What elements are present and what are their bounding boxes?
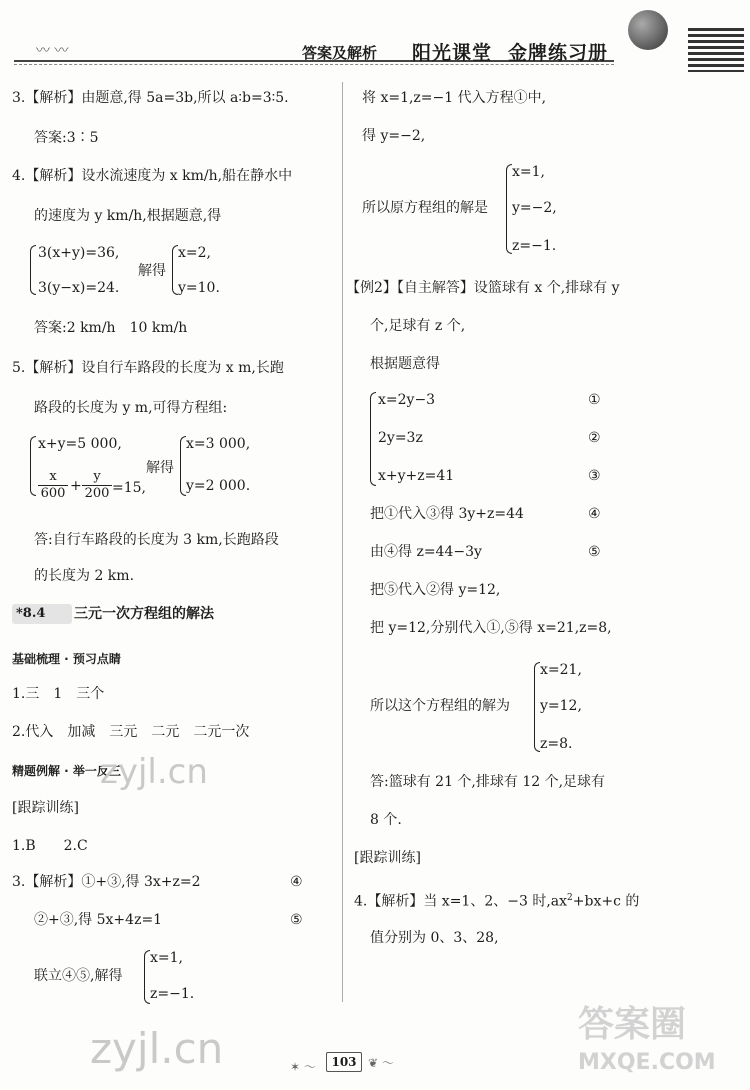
final-sol-x: x=21, bbox=[540, 662, 582, 678]
q5-answer-line2: 的长度为 2 km. bbox=[34, 568, 135, 584]
q5-line1: 5.【解析】设自行车路段的长度为 x m,长跑 bbox=[12, 360, 284, 376]
q5-frac1-num: x bbox=[49, 469, 57, 484]
watermark-bottom: zyjl.cn bbox=[90, 1024, 224, 1073]
footer-ornament-right: ❦ ～ bbox=[368, 1056, 394, 1070]
step2: 由④得 z=44−3y bbox=[370, 544, 482, 560]
q4-eq1: 3(x+y)=36, bbox=[38, 245, 120, 261]
header-title-answers: 答案及解析 bbox=[302, 44, 378, 62]
step2-mark: ⑤ bbox=[588, 544, 601, 560]
q5-fraction-y bbox=[82, 470, 112, 501]
basics-answer-2: 2.代入 加减 三元 二元 二元一次 bbox=[12, 724, 250, 740]
step4: 把 y=12,分别代入①,⑤得 x=21,z=8, bbox=[370, 620, 612, 636]
tracking-training-left: [跟踪训练] bbox=[12, 800, 79, 816]
system-eq1-mark: ① bbox=[588, 392, 601, 408]
t3-line2: ②+③,得 5x+4z=1 bbox=[34, 912, 163, 928]
q5-solve-label: 解得 bbox=[146, 460, 174, 476]
r-q4-pre: 4.【解析】当 x=1、2、−3 时,ax bbox=[354, 893, 568, 910]
r-solution-intro: 所以原方程组的解是 bbox=[362, 200, 488, 216]
r-get-y-line: 得 y=−2, bbox=[362, 128, 426, 144]
section-number: *8.4 bbox=[16, 606, 46, 621]
r-sol-y: y=−2, bbox=[512, 200, 557, 216]
example2-line2: 个,足球有 z 个, bbox=[370, 318, 466, 334]
system-eq3-mark: ③ bbox=[588, 468, 601, 484]
q5-frac1-den: 600 bbox=[40, 486, 66, 501]
section-title: 三元一次方程组的解法 bbox=[74, 606, 214, 622]
q4-answer: 答案:2 km/h 10 km/h bbox=[34, 320, 188, 336]
q5-fraction-x bbox=[38, 470, 68, 501]
t3-sol1: x=1, bbox=[150, 950, 183, 966]
t3-line2-mark: ⑤ bbox=[290, 912, 303, 928]
tracking-training-right: [跟踪训练] bbox=[354, 850, 421, 866]
system-eq2-mark: ② bbox=[588, 430, 601, 446]
q5-line2: 路段的长度为 y m,可得方程组: bbox=[34, 400, 228, 416]
r-q4-sup: 2 bbox=[567, 893, 573, 903]
system-eq3: x+y+z=41 bbox=[378, 468, 455, 484]
q3-explanation: 3.【解析】由题意,得 5a=3b,所以 a∶b=3∶5. bbox=[12, 90, 289, 106]
watermark-logo: 答案圈 bbox=[578, 1004, 687, 1045]
final-answer-line1: 答:篮球有 21 个,排球有 12 个,足球有 bbox=[370, 774, 606, 790]
subsection-basics: 基础梳理 · 预习点睛 bbox=[12, 652, 121, 666]
q4-line2: 的速度为 y km/h,根据题意,得 bbox=[34, 208, 222, 224]
tracking-answers-1-2: 1.B 2.C bbox=[12, 838, 88, 854]
q4-system-brace bbox=[30, 245, 36, 295]
example2-line1: 【例2】【自主解答】设篮球有 x 个,排球有 y bbox=[346, 280, 620, 296]
r-q4-line2: 值分别为 0、3、28, bbox=[370, 930, 499, 946]
r-sol-x: x=1, bbox=[512, 164, 545, 180]
step3: 把⑤代入②得 y=12, bbox=[370, 582, 501, 598]
q5-frac2-den: 200 bbox=[84, 486, 110, 501]
q4-sol1: x=2, bbox=[178, 245, 211, 261]
q5-sol1: x=3 000, bbox=[186, 436, 251, 452]
example2-system-brace bbox=[370, 392, 376, 486]
final-sol-y: y=12, bbox=[540, 698, 582, 714]
final-solution-intro: 所以这个方程组的解为 bbox=[370, 698, 510, 714]
q5-system-brace bbox=[30, 436, 36, 496]
q5-eq2-rest: =15, bbox=[112, 480, 146, 496]
q5-eq1: x+y=5 000, bbox=[38, 436, 122, 452]
t3-line3: 联立④⑤,解得 bbox=[34, 968, 123, 984]
q4-eq2: 3(y−x)=24. bbox=[38, 280, 120, 296]
q3-answer: 答案:3∶5 bbox=[34, 130, 99, 146]
header-title-series: 阳光课堂 bbox=[412, 42, 493, 64]
step1-mark: ④ bbox=[588, 506, 601, 522]
watermark-mid: zyjl.cn bbox=[100, 752, 208, 792]
t3-line1-mark: ④ bbox=[290, 874, 303, 890]
step1: 把①代入③得 3y+z=44 bbox=[370, 506, 524, 522]
q5-sol2: y=2 000. bbox=[186, 478, 251, 494]
footer-ornament-left: ✶ ～ bbox=[290, 1060, 316, 1074]
r-substitute-line: 将 x=1,z=−1 代入方程①中, bbox=[362, 90, 547, 106]
system-eq1: x=2y−3 bbox=[378, 392, 436, 408]
birds-icon: 〰 〰 bbox=[36, 43, 69, 59]
q5-frac2-num: y bbox=[93, 469, 101, 484]
r-q4-line1 bbox=[354, 888, 639, 912]
example2-line3: 根据题意得 bbox=[370, 356, 440, 372]
r-q4-post: +bx+c 的 bbox=[572, 893, 640, 910]
watermark-site: MXQE.COM bbox=[578, 1050, 716, 1075]
r-sol-z: z=−1. bbox=[512, 238, 557, 254]
q5-answer-line1: 答:自行车路段的长度为 3 km,长跑路段 bbox=[34, 532, 279, 548]
q4-sol2: y=10. bbox=[178, 280, 220, 296]
page-number: 103 bbox=[326, 1052, 362, 1072]
q5-plus: + bbox=[70, 478, 82, 494]
t3-line1: 3.【解析】①+③,得 3x+z=2 bbox=[12, 874, 201, 890]
final-answer-line2: 8 个. bbox=[370, 812, 402, 828]
q4-solve-label: 解得 bbox=[138, 263, 166, 279]
header-stripes bbox=[688, 28, 744, 72]
t3-sol2: z=−1. bbox=[150, 986, 195, 1002]
subsection-examples: 精题例解 · 举一反三 bbox=[12, 764, 121, 778]
header-title-book: 金牌练习册 bbox=[508, 42, 609, 64]
basics-answer-1: 1.三 1 三个 bbox=[12, 686, 105, 702]
globe-icon bbox=[628, 10, 668, 50]
system-eq2: 2y=3z bbox=[378, 430, 423, 446]
column-divider bbox=[342, 82, 343, 1002]
q4-line1: 4.【解析】设水流速度为 x km/h,船在静水中 bbox=[12, 168, 293, 184]
final-sol-z: z=8. bbox=[540, 736, 573, 752]
